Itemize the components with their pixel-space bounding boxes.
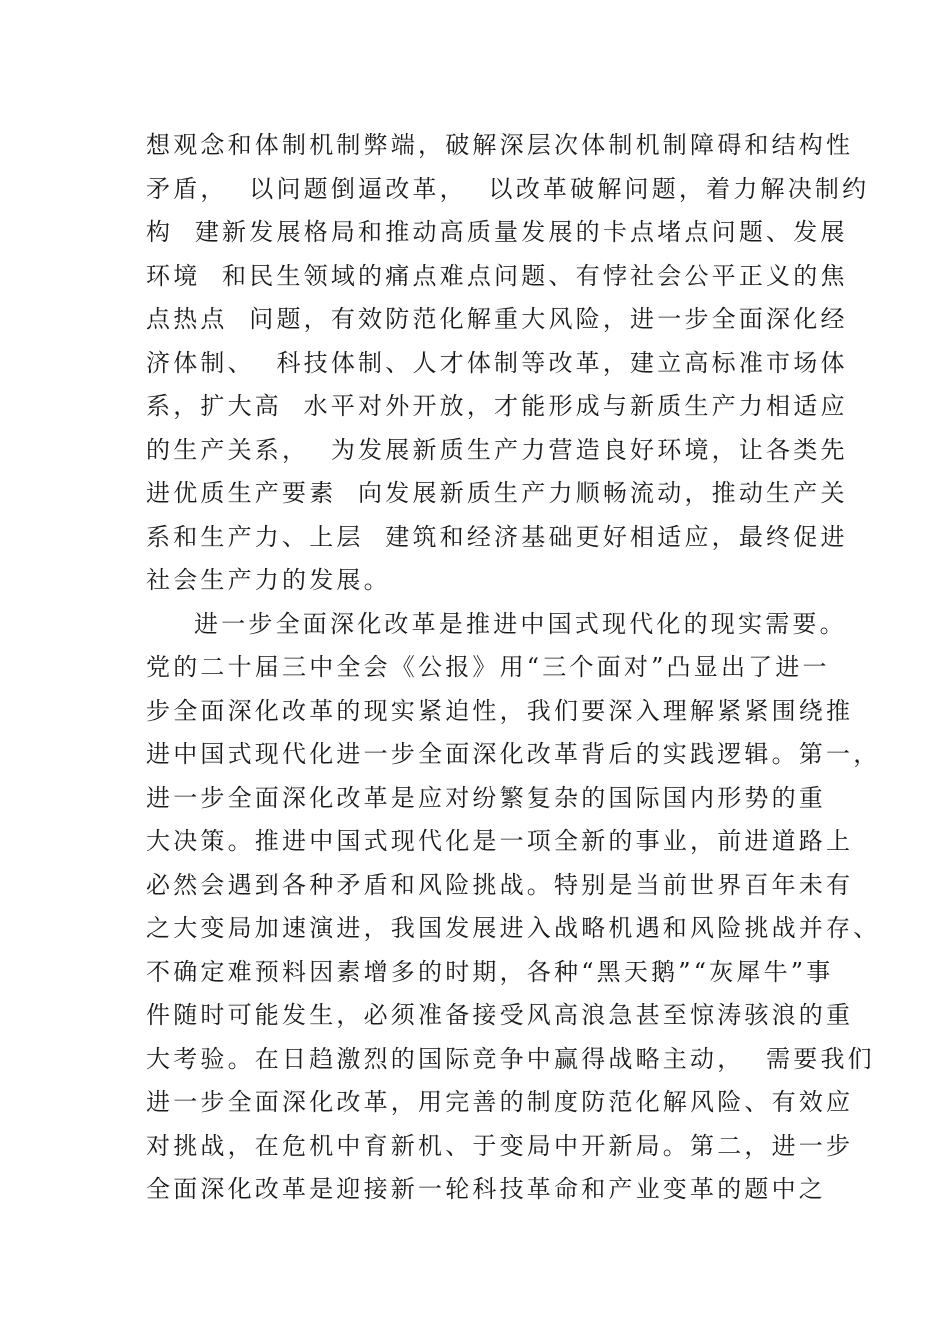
text-line: 系，扩大高 水平对外开放，才能形成与新质生产力相适应 <box>146 392 848 420</box>
text-line: 进中国式现代化进一步全面深化改革背后的实践逻辑。第一， <box>146 740 881 768</box>
paragraph <box>146 603 881 1212</box>
text-line: 进一步全面深化改革是推进中国式现代化的现实需要。 <box>194 609 847 638</box>
text-line: 环境 和民生领域的痛点难点问题、有悖社会公平正义的焦 <box>146 261 848 290</box>
text-line: 大考验。在日趋激烈的国际竞争中赢得战略主动， 需要我们 <box>146 1044 875 1073</box>
text-line: 进优质生产要素 向发展新质生产力顺畅流动，推动生产关 <box>146 479 848 507</box>
body-text <box>146 124 881 1212</box>
text-line: 对挑战，在危机中育新机、于变局中开新局。第二，进一步 <box>146 1131 854 1160</box>
text-line: 济体制、 科技体制、人才体制等改革，建立高标准市场体 <box>146 348 848 377</box>
text-line: 大决策。推进中国式现代化是一项全新的事业，前进道路上 <box>146 827 854 855</box>
paragraph <box>146 124 870 603</box>
text-line: 步全面深化改革的现实紧迫性，我们要深入理解紧紧围绕推 <box>146 696 854 725</box>
text-line: 进一步全面深化改革，用完善的制度防范化解风险、有效应 <box>146 1088 854 1116</box>
text-line: 进一步全面深化改革是应对纷繁复杂的国际国内形势的重 <box>146 783 826 812</box>
text-line: 的生产关系， 为发展新质生产力营造良好环境，让各类先 <box>146 435 848 464</box>
text-line: 构 建新发展格局和推动高质量发展的卡点堵点问题、发展 <box>146 218 848 246</box>
text-line: 想观念和体制机制弊端，破解深层次体制机制障碍和结构性 <box>146 131 854 159</box>
text-line: 之大变局加速演进，我国发展进入战略机遇和风险挑战并存、 <box>146 914 881 942</box>
text-line: 必然会遇到各种矛盾和风险挑战。特别是当前世界百年未有 <box>146 870 854 899</box>
text-line: 党的二十届三中全会《公报》用“三个面对”凸显出了进一 <box>146 653 830 681</box>
text-line: 系和生产力、上层 建筑和经济基础更好相适应，最终促进 <box>146 522 848 551</box>
text-line: 不确定难预料因素增多的时期，各种“黑天鹅”“灰犀牛”事 <box>146 957 834 986</box>
text-line: 社会生产力的发展。 <box>146 566 391 594</box>
text-line: 点热点 问题，有效防范化解重大风险，进一步全面深化经 <box>146 305 848 333</box>
text-line: 全面深化改革是迎接新一轮科技革命和产业变革的题中之 <box>146 1175 826 1203</box>
text-line: 矛盾， 以问题倒逼改革， 以改革破解问题，着力解决制约 <box>146 174 870 203</box>
text-line: 件随时可能发生，必须准备接受风高浪急甚至惊涛骇浪的重 <box>146 1001 854 1029</box>
